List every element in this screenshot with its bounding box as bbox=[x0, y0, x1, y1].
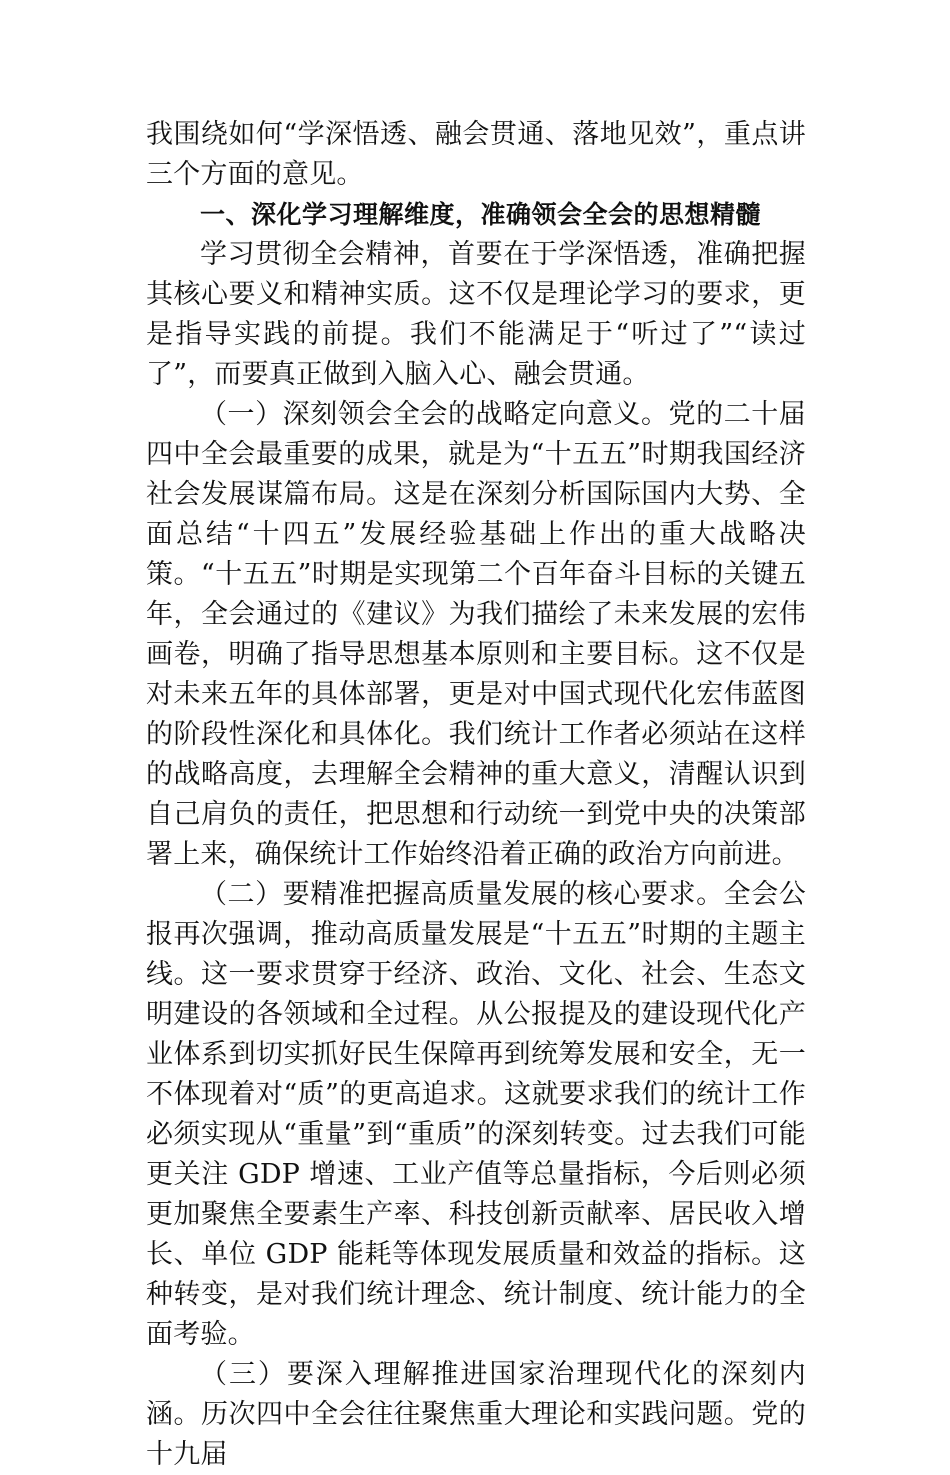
section-heading-1: 一、深化学习理解维度，准确领会全会的思想精髓 bbox=[200, 200, 762, 229]
subsection-3-paragraph: （三）要深入理解推进国家治理现代化的深刻内涵。历次四中全会往往聚焦重大理论和实践问题。党的十九届 bbox=[146, 1359, 806, 1470]
intro-paragraph-continuation: 我围绕如何“学深悟透、融会贯通、落地见效”，重点讲三个方面的意见。 bbox=[146, 119, 806, 190]
document-body bbox=[146, 115, 806, 1475]
subsection-2-paragraph: （二）要精准把握高质量发展的核心要求。全会公报再次强调，推动高质量发展是“十五五”时期的主题主线。这一要求贯穿于经济、政治、文化、社会、生态文明建设的各领域和全过程。从公报提及的建设现代化产业体系到切实抓好民生保障再到统筹发展和安全，无一不体现着对“质”的更高追求。这就要求我们的统计工作必须实现从“重量”到“重质”的深刻转变。过去我们可能更关注 GDP 增速、工业产值等总量指标，今后则必须更加聚焦全要素生产率、科技创新贡献率、居民收入增长、单位 GDP 能耗等体现发展质量和效益的指标。这种转变，是对我们统计理念、统计制度、统计能力的全面考验。 bbox=[146, 879, 806, 1350]
subsection-1-paragraph: （一）深刻领会全会的战略定向意义。党的二十届四中全会最重要的成果，就是为“十五五”时期我国经济社会发展谋篇布局。这是在深刻分析国际国内大势、全面总结“十四五”发展经验基础上作出的重大战略决策。“十五五”时期是实现第二个百年奋斗目标的关键五年，全会通过的《建议》为我们描绘了未来发展的宏伟画卷，明确了指导思想基本原则和主要目标。这不仅是对未来五年的具体部署，更是对中国式现代化宏伟蓝图的阶段性深化和具体化。我们统计工作者必须站在这样的战略高度，去理解全会精神的重大意义，清醒认识到自己肩负的责任，把思想和行动统一到党中央的决策部署上来，确保统计工作始终沿着正确的政治方向前进。 bbox=[146, 399, 806, 870]
section-1-intro-paragraph: 学习贯彻全会精神，首要在于学深悟透，准确把握其核心要义和精神实质。这不仅是理论学习的要求，更是指导实践的前提。我们不能满足于“听过了”“读过了”，而要真正做到入脑入心、融会贯通。 bbox=[146, 239, 806, 390]
